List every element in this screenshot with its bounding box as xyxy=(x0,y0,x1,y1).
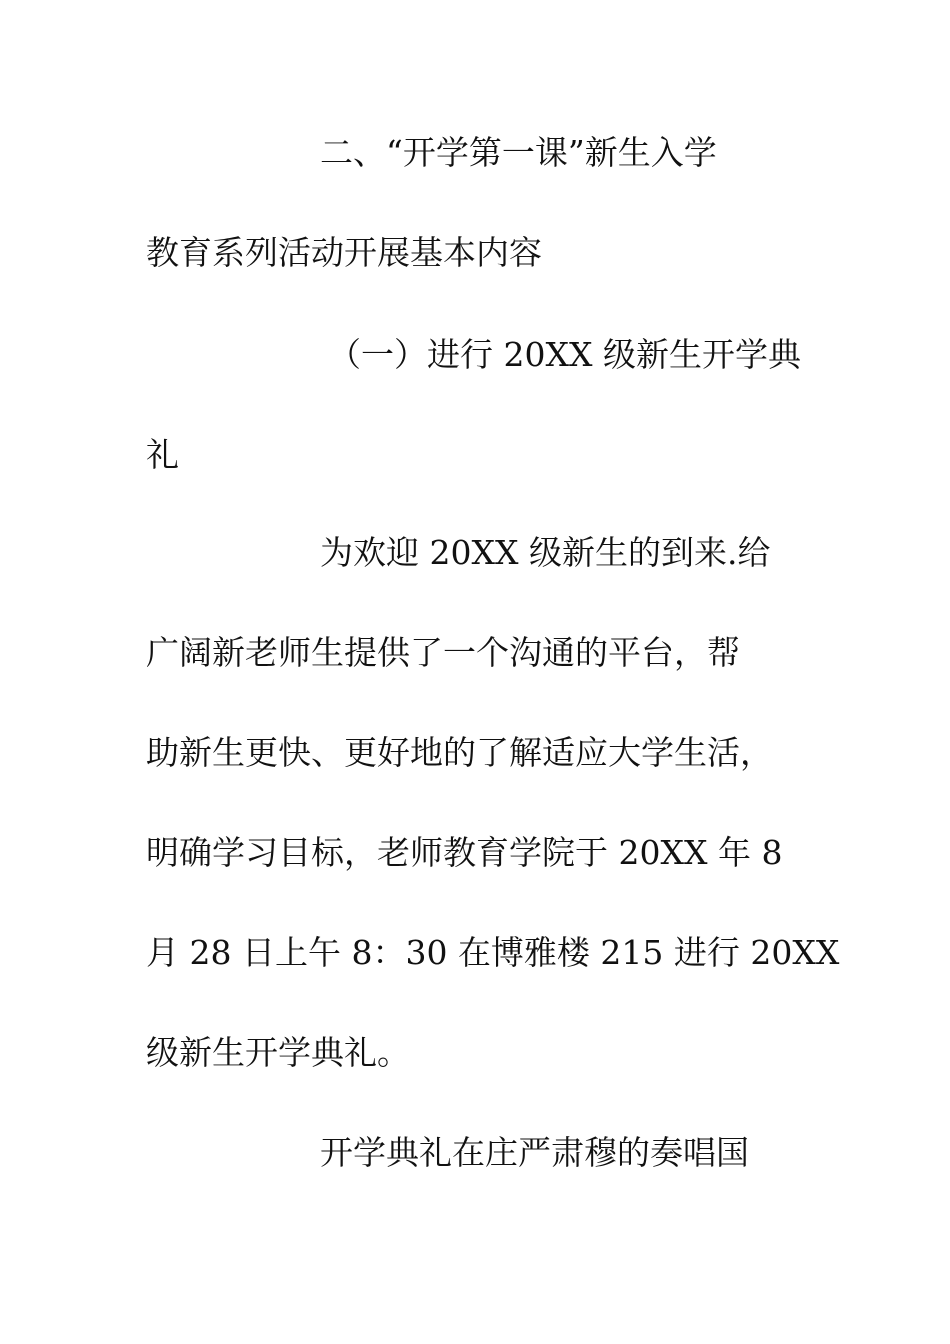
paragraph-line-2: 广阔新老师生提供了一个沟通的平台，帮 xyxy=(146,633,740,672)
section-heading-line-2: 教育系列活动开展基本内容 xyxy=(146,233,542,272)
section-heading-line-1: 二、“开学第一课”新生入学 xyxy=(320,133,717,172)
paragraph-line-5: 月 28 日上午 8：30 在博雅楼 215 进行 20XX xyxy=(146,933,840,972)
subsection-heading-line-1: （一）进行 20XX 级新生开学典 xyxy=(328,335,801,374)
paragraph-line-6: 级新生开学典礼。 xyxy=(146,1033,410,1072)
paragraph-line-4: 明确学习目标，老师教育学院于 20XX 年 8 xyxy=(146,833,783,872)
subsection-heading-line-2: 礼 xyxy=(146,435,179,474)
paragraph2-line-1: 开学典礼在庄严肃穆的奏唱国 xyxy=(320,1133,749,1172)
paragraph-line-1: 为欢迎 20XX 级新生的到来.给 xyxy=(320,533,771,572)
paragraph-line-3: 助新生更快、更好地的了解适应大学生活， xyxy=(146,733,773,772)
